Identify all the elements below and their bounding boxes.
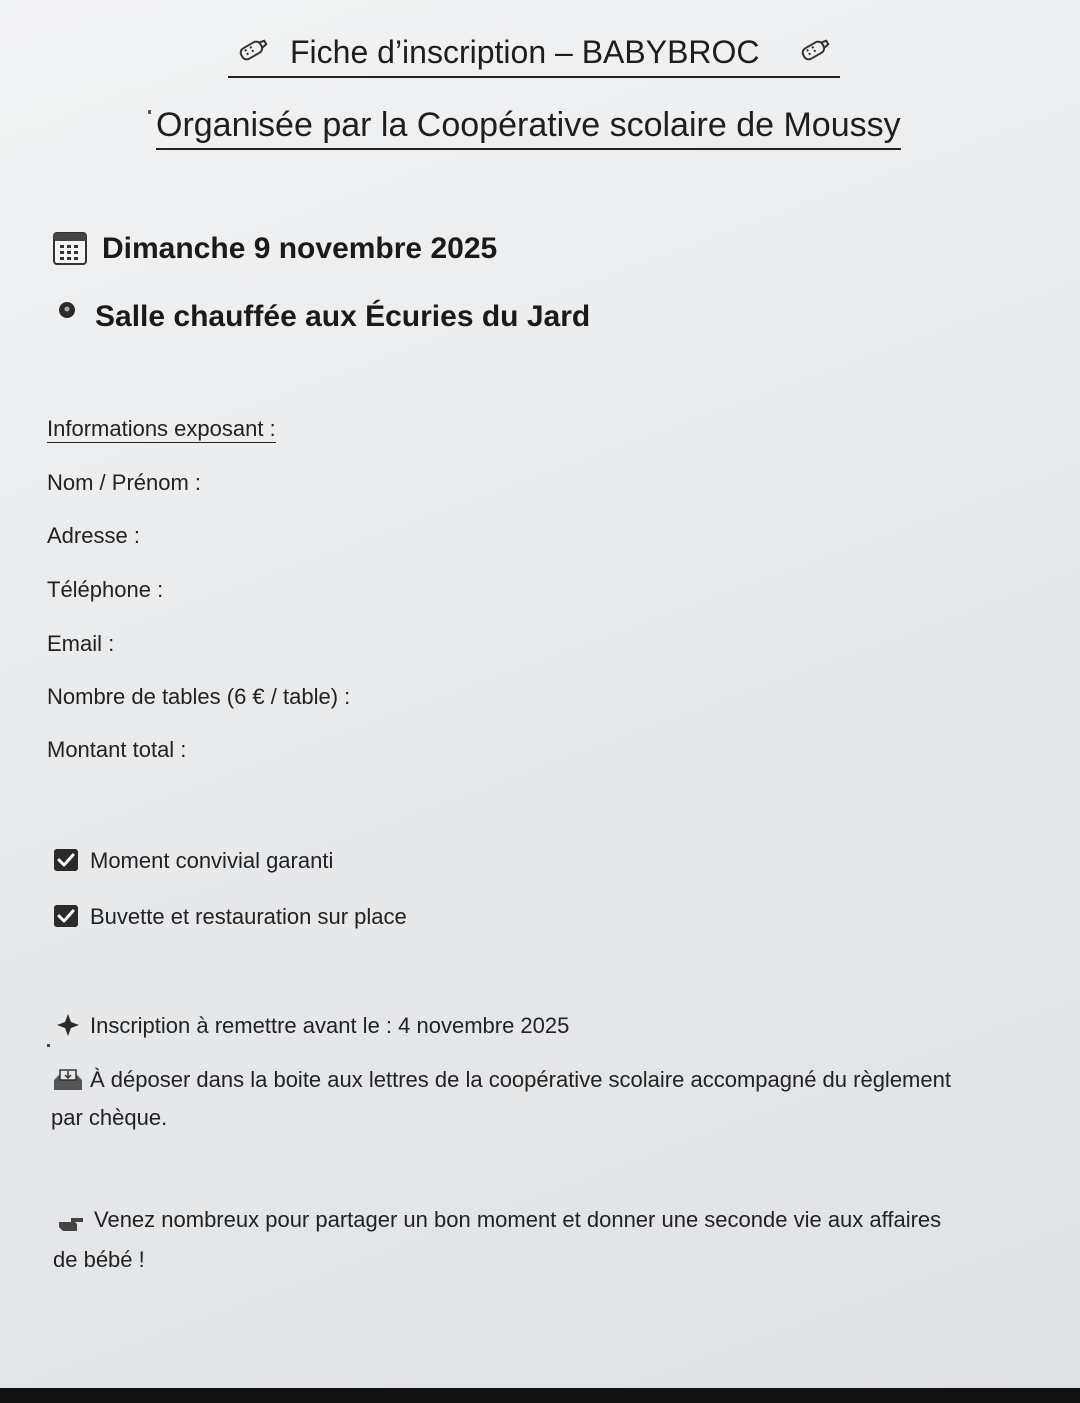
field-address-label: Adresse : bbox=[47, 523, 140, 548]
pushpin-icon bbox=[56, 1013, 80, 1037]
checkbox-checked-icon bbox=[54, 849, 78, 871]
field-total-label: Montant total : bbox=[47, 737, 187, 762]
event-location: Salle chauffée aux Écuries du Jard bbox=[95, 300, 591, 333]
stray-mark bbox=[47, 1044, 50, 1047]
field-name-label: Nom / Prénom : bbox=[47, 470, 202, 495]
pointing-hand-icon bbox=[57, 1213, 85, 1235]
location-pin-icon bbox=[56, 300, 78, 322]
baby-bottle-icon bbox=[234, 34, 274, 64]
page-subtitle: Organisée par la Coopérative scolaire de Moussy bbox=[156, 104, 901, 150]
calendar-icon bbox=[52, 230, 88, 266]
deadline-note: Inscription à remettre avant le : 4 novembre 2025 bbox=[90, 1013, 570, 1038]
checkbox-checked-icon bbox=[54, 905, 78, 927]
deposit-note-line2: par chèque. bbox=[51, 1105, 168, 1130]
baby-bottle-icon bbox=[796, 34, 836, 64]
field-tables-label: Nombre de tables (6 € / table) : bbox=[47, 684, 351, 709]
invite-note-line2: de bébé ! bbox=[53, 1247, 145, 1272]
section-title: Informations exposant : bbox=[47, 416, 276, 441]
invite-note-line1: Venez nombreux pour partager un bon moment et donner une seconde vie aux affaires bbox=[94, 1207, 942, 1232]
field-email-label: Email : bbox=[47, 631, 115, 656]
deposit-note-line1: À déposer dans la boite aux lettres de la coopérative scolaire accompagné du règlement bbox=[90, 1067, 951, 1092]
page-title: Fiche d’inscription – BABYBROC bbox=[290, 34, 760, 70]
mailbox-icon bbox=[52, 1068, 84, 1092]
feature-label: Moment convivial garanti bbox=[90, 848, 334, 873]
title-row bbox=[228, 28, 840, 78]
event-date: Dimanche 9 novembre 2025 bbox=[102, 232, 498, 265]
field-phone-label: Téléphone : bbox=[47, 577, 164, 602]
stray-mark bbox=[148, 110, 151, 114]
feature-label: Buvette et restauration sur place bbox=[90, 904, 407, 929]
